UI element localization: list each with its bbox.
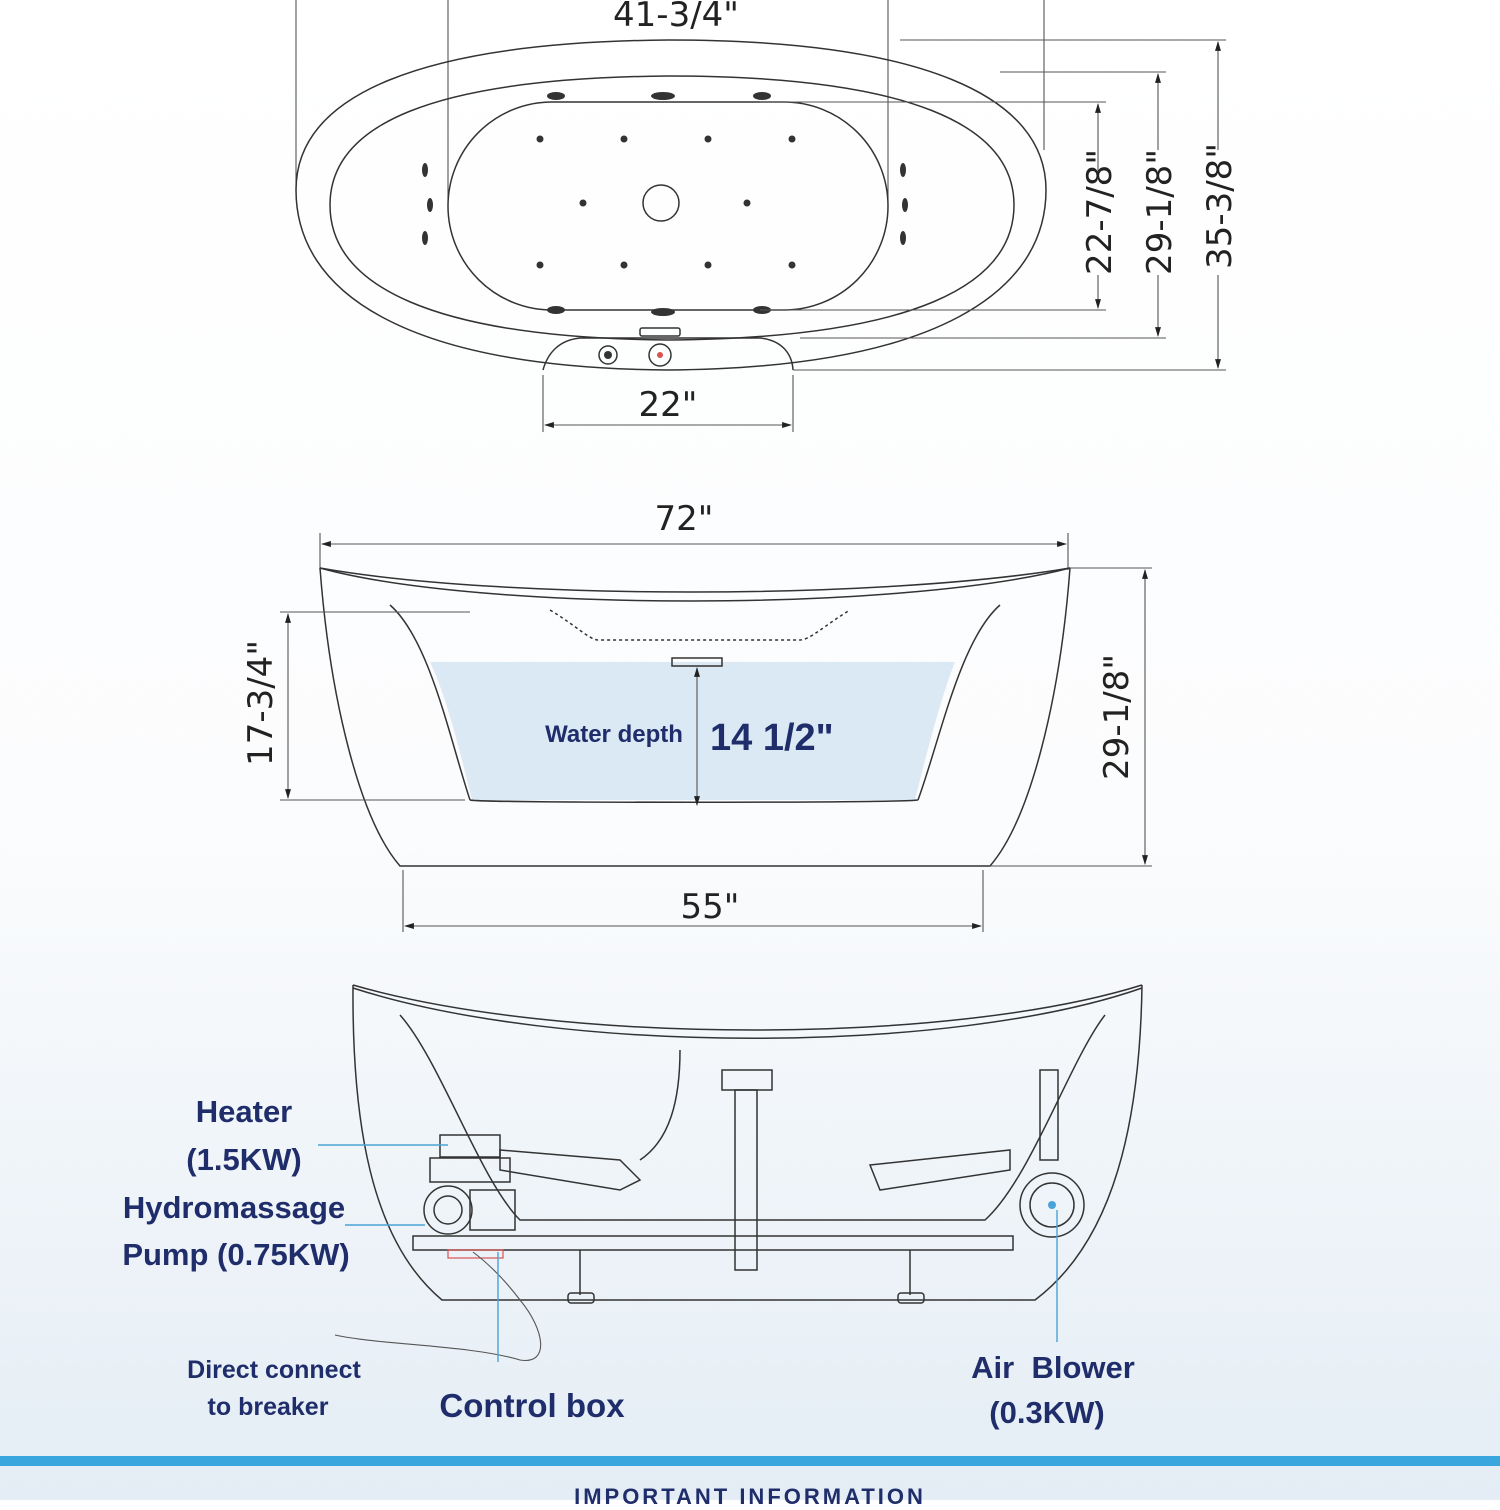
air-blower-power-label: (0.3KW) bbox=[989, 1395, 1105, 1430]
top-basin bbox=[448, 102, 888, 310]
footer-heading: IMPORTANT INFORMATION bbox=[574, 1484, 926, 1509]
water-depth-value: 14 1/2" bbox=[710, 717, 834, 759]
control-box-label: Control box bbox=[439, 1387, 625, 1424]
side-view bbox=[241, 499, 1152, 932]
top-view bbox=[296, 0, 1240, 432]
air-blower-label: Air Blower bbox=[971, 1350, 1135, 1385]
breaker-label-line1: Direct connect bbox=[187, 1356, 361, 1384]
control-plinth bbox=[543, 338, 793, 370]
dimension-29-1-8-side: 29-1/8" bbox=[1097, 654, 1137, 780]
dimension-22-7-8: 22-7/8" bbox=[1080, 149, 1120, 275]
water-depth-label: Water depth bbox=[545, 721, 683, 748]
heater-power-label: (1.5KW) bbox=[186, 1142, 302, 1177]
dimension-35-3-8: 35-3/8" bbox=[1200, 143, 1240, 269]
heater-label: Heater bbox=[195, 1094, 293, 1129]
top-width-dimension: 41-3/4" bbox=[613, 0, 739, 35]
dimension-29-1-8-top: 29-1/8" bbox=[1140, 149, 1180, 275]
dimension-17-3-4: 17-3/4" bbox=[241, 640, 281, 766]
top-jets bbox=[422, 92, 908, 316]
breaker-label-line2: to breaker bbox=[207, 1393, 329, 1421]
dimension-22: 22" bbox=[638, 385, 698, 425]
pump-label: Hydromassage bbox=[122, 1190, 346, 1225]
footer-bar bbox=[0, 1456, 1500, 1466]
pump-power-label: Pump (0.75KW) bbox=[122, 1237, 350, 1272]
dimension-72: 72" bbox=[654, 499, 714, 539]
water-area bbox=[430, 662, 955, 800]
component-view bbox=[122, 985, 1142, 1430]
dimension-55: 55" bbox=[680, 887, 740, 927]
top-outer-rim bbox=[296, 40, 1046, 370]
drain-icon bbox=[643, 185, 679, 221]
pump-motor bbox=[424, 1186, 472, 1234]
